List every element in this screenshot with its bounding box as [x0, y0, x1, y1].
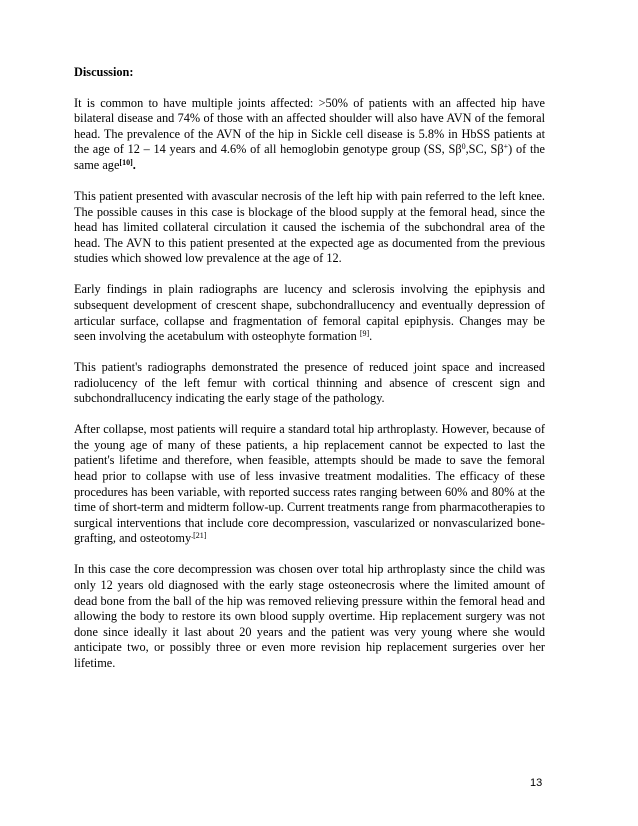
citation-10: [10]	[119, 157, 133, 167]
paragraph-4: This patient's radiographs demonstrated the presence of reduced joint space and increased radiolucency of the left femur with cortical thinning and absence of crescent sign and subchondrallucency indicating the early stage of the pathology.	[74, 360, 545, 406]
superscript-zero: 0	[461, 142, 466, 152]
superscript-plus: +	[503, 142, 509, 152]
paragraph-1-end: .	[132, 157, 136, 172]
page-content	[74, 65, 545, 687]
paragraph-5	[74, 422, 545, 547]
paragraph-1-text: It is common to have multiple joints affected: >50% of patients with an affected hip have bilateral disease and 74% of those with an affected shoulder will also have AVN of the femoral head. The prevalence of the AVN of the hip in Sickle cell disease is 5.8% in HbSS patients at the age of 12 – 14 years and 4.6% of all hemoglobin genotype group (SS, Sβ	[74, 95, 545, 157]
paragraph-3-end: .	[369, 329, 373, 344]
paragraph-6: In this case the core decompression was chosen over total hip arthroplasty since the child was only 12 years old diagnosed with the early stage osteonecrosis where the limited amount of dead bone from the ball of the hip was removed relieving pressure within the femoral head and allowing the body to restore its own blood supply overtime. Hip replacement surgery was not done since ideally it last about 20 years and the patient was very young where she would anticipate two, or possibly three or even more revision hip replacement surgeries over her lifetime.	[74, 562, 545, 670]
paragraph-1-mid: ,SC, Sβ	[465, 142, 504, 157]
paragraph-3	[74, 282, 545, 344]
page-number: 13	[530, 777, 543, 789]
citation-9: [9]	[359, 329, 370, 339]
paragraph-2: This patient presented with avascular necrosis of the left hip with pain referred to the left knee. The possible causes in this case is blockage of the blood supply at the femoral head, since the head has limited collateral circulation it caused the ischemia of the subchondral area of the head. The AVN to this patient presented at the expected age as documented from the previous studies which showed low prevalence at the age of 12.	[74, 188, 545, 266]
paragraph-1	[74, 96, 545, 174]
paragraph-1-tail: ) of the same age	[74, 142, 545, 172]
paragraph-3-text: Early findings in plain radiographs are lucency and sclerosis involving the epiphysis and subsequent development of crescent shape, subchondrallucency and eventually depression of articular surface, collapse and fragmentation of femoral capital epiphysis. Changes may be seen involving the acetabulum with osteophyte formation	[74, 282, 545, 344]
paragraph-5-text: After collapse, most patients will require a standard total hip arthroplasty. However, because of the young age of many of these patients, a hip replacement cannot be expected to last the patient's lifetime and therefore, when feasible, attempts should be made to save the femoral head prior to collapse with use of less invasive treatment modalities. The efficacy of these procedures has been variable, with reported success rates ranging between 60% and 80% at the time of short-term and midterm follow-up. Current treatments range from pharmacotherapies to surgical interventions that include core decompression, vascularized or nonvascularized bone-grafting, and osteotomy	[74, 422, 545, 546]
section-heading: Discussion:	[74, 65, 134, 79]
citation-21: .[21]	[191, 531, 207, 541]
